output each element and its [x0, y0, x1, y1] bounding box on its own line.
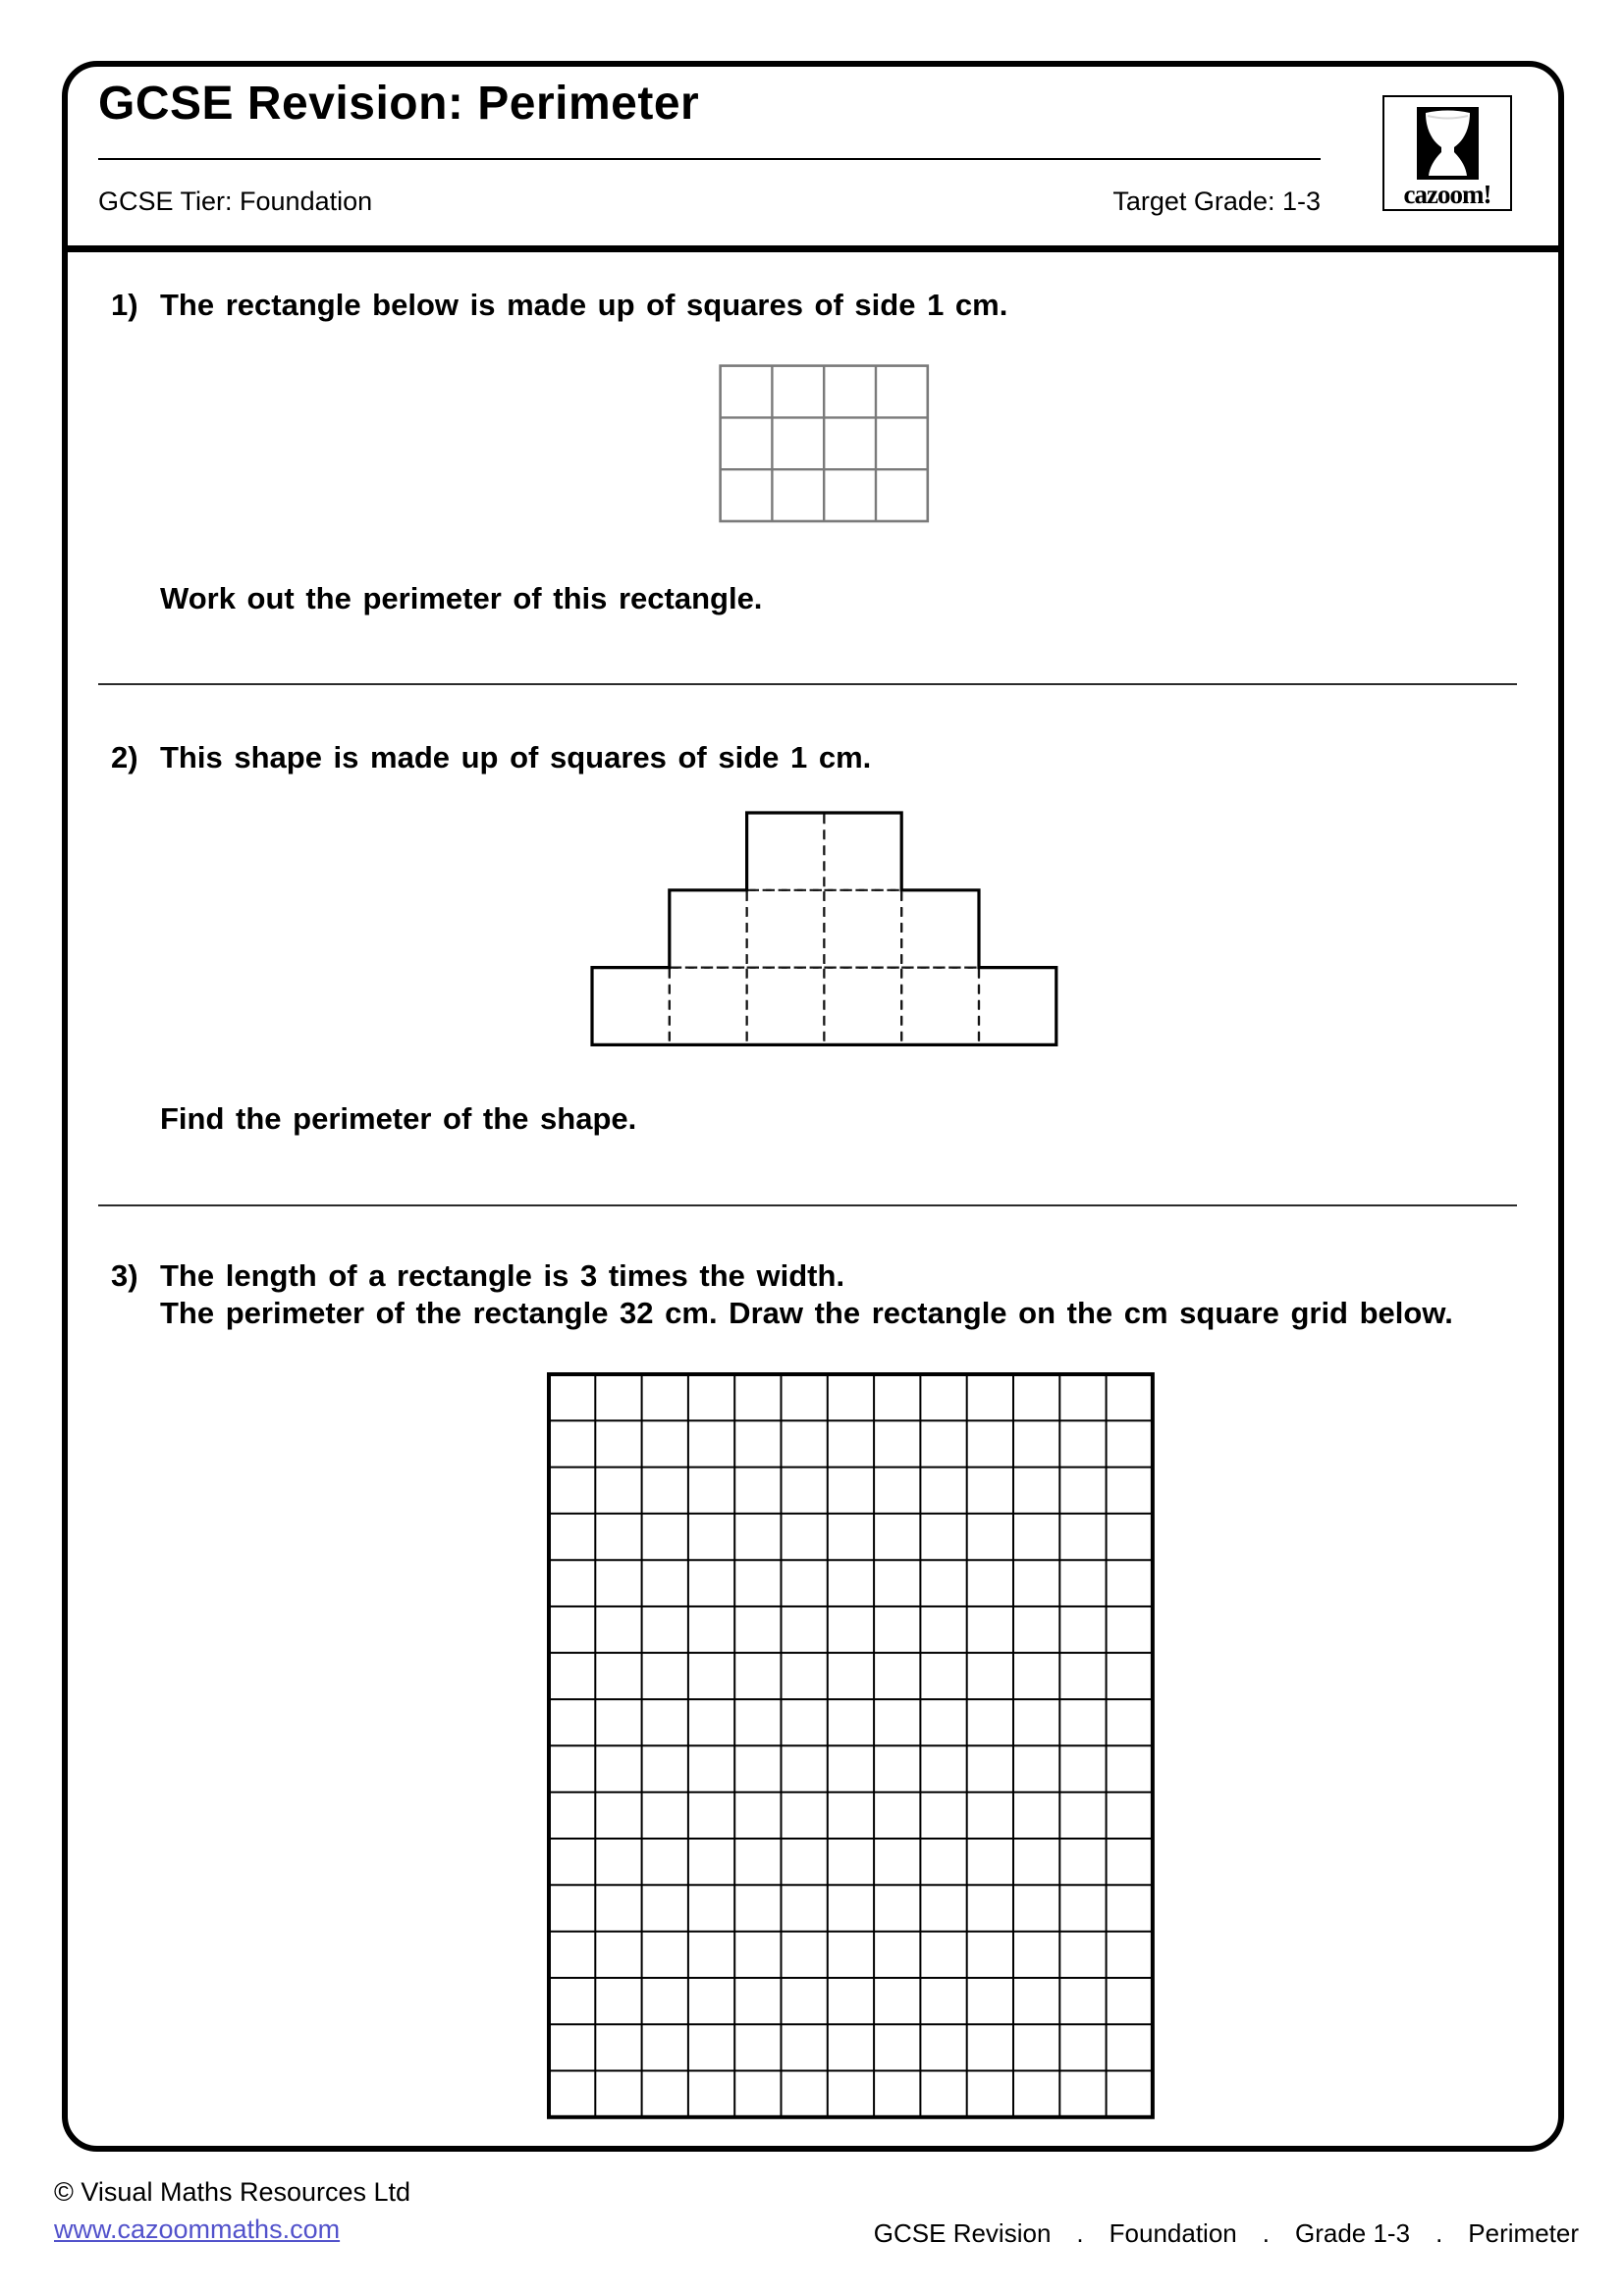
target-grade-label: Target Grade: 1-3 [1112, 187, 1321, 216]
question-2-text: This shape is made up of squares of side 1 cm. [160, 740, 872, 774]
title-rule [98, 158, 1321, 160]
q1-square-grid-figure [718, 363, 930, 529]
breadcrumb-item: Perimeter [1468, 2218, 1579, 2248]
cazoommaths-link[interactable]: www.cazoommaths.com [54, 2215, 341, 2244]
question-3-line1: The length of a rectangle is 3 times the width. [160, 1258, 845, 1293]
question-1-text: The rectangle below is made up of squares of side 1 cm. [160, 288, 1008, 322]
question-1-number: 1) [111, 288, 138, 322]
breadcrumb-item: Grade 1-3 [1294, 2218, 1411, 2248]
breadcrumb-separator: . [1435, 2218, 1443, 2248]
page-title: GCSE Revision: Perimeter [98, 78, 700, 130]
question-1-prompt: Work out the perimeter of this rectangle. [160, 581, 763, 615]
header-divider [65, 245, 1561, 252]
breadcrumb-item: GCSE Revision [873, 2218, 1052, 2248]
q2-stacked-squares-figure [589, 810, 1059, 1052]
drum-icon [1417, 107, 1479, 180]
question-divider-2 [98, 1204, 1517, 1206]
question-2-number: 2) [111, 740, 138, 774]
tier-label: GCSE Tier: Foundation [98, 187, 373, 216]
breadcrumb-separator: . [1262, 2218, 1270, 2248]
cazoom-logo [1382, 95, 1512, 211]
breadcrumb-item: Foundation [1109, 2218, 1237, 2248]
footer-copyright: © Visual Maths Resources Ltd [54, 2177, 411, 2207]
breadcrumb [874, 2218, 1579, 2249]
question-3-number: 3) [111, 1258, 138, 1293]
logo-text: cazoom! [1403, 180, 1491, 209]
breadcrumb-separator: . [1076, 2218, 1084, 2248]
question-2-prompt: Find the perimeter of the shape. [160, 1101, 637, 1136]
question-divider-1 [98, 683, 1517, 685]
question-3-line2: The perimeter of the rectangle 32 cm. Draw the rectangle on the cm square grid below. [160, 1296, 1453, 1330]
q3-cm-square-grid-figure [545, 1370, 1157, 2126]
